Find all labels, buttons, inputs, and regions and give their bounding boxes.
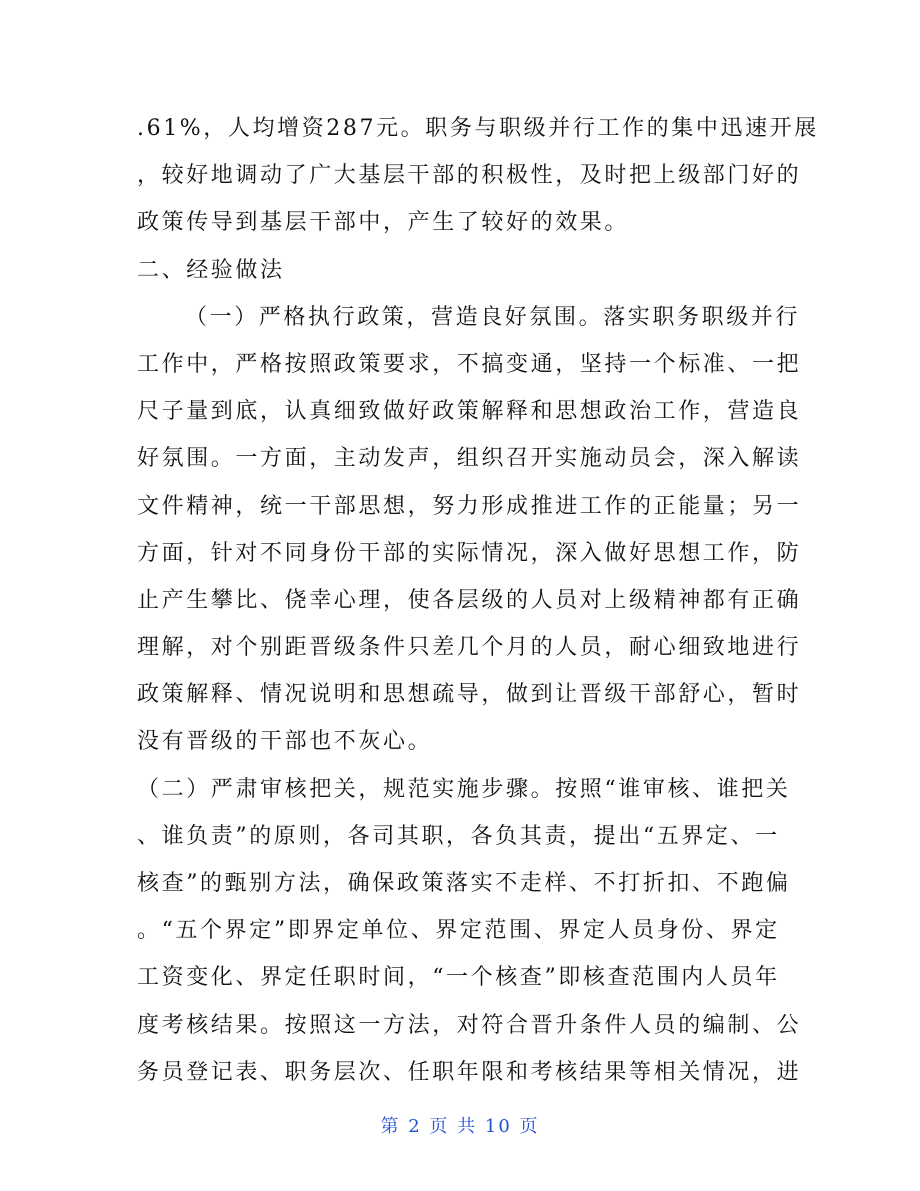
footer-prefix: 第 [380,1116,401,1137]
paragraph-first-line: （一）严格执行政策，营造良好氛围。落实职务职级并行 [185,304,801,330]
current-page-number: 2 [408,1116,422,1137]
footer-total-suffix: 页 [519,1116,540,1137]
text-line: 理解，对个别距晋级条件只差几个月的人员，耐心细致地进行 [137,635,802,661]
text-line: 工作中，严格按照政策要求，不搞变通，坚持一个标准、一把 [137,351,802,377]
total-page-count: 10 [484,1116,512,1137]
text-line: 政策传导到基层干部中，产生了较好的效果。 [137,210,630,236]
text-line: 。“五个界定”即界定单位、界定范围、界定人员身份、界定 [137,918,780,944]
document-body [137,105,819,1096]
footer-page-label: 页 [429,1116,450,1137]
text-line: 文件精神，统一干部思想，努力形成推进工作的正能量；另一 [137,493,802,519]
text-line: 核查”的甄别方法，确保政策落实不走样、不打折扣、不跑偏 [137,871,791,896]
text-line: 好氛围。一方面，主动发声，组织召开实施动员会，深入解读 [137,446,802,472]
section-heading: 二、经验做法 [137,257,285,283]
text-line: 务员登记表、职务层次、任职年限和考核结果等相关情况，进 [137,1059,802,1085]
text-line: 度考核结果。按照这一方法，对符合晋升条件人员的编制、公 [137,1012,802,1038]
page-footer [0,1112,920,1138]
text-line: 方面，针对不同身份干部的实际情况，深入做好思想工作，防 [137,540,802,566]
text-line: .61%，人均增资287元。职务与职级并行工作的集中迅速开展 [137,116,819,141]
footer-total-prefix: 共 [457,1116,478,1137]
text-line: 没有晋级的干部也不灰心。 [137,729,433,755]
text-line: 尺子量到底，认真细致做好政策解释和思想政治工作，营造良 [137,399,802,425]
text-line: 政策解释、情况说明和思想疏导，做到让晋级干部舒心，暂时 [137,682,802,708]
text-line: 工资变化、界定任职时间，“一个核查”即核查范围内人员年 [137,965,780,991]
paragraph-first-line: （二）严肃审核把关，规范实施步骤。按照“谁审核、谁把关 [137,776,791,802]
text-line: 止产生攀比、侥幸心理，使各层级的人员对上级精神都有正确 [137,587,802,613]
text-line: 、谁负责”的原则，各司其职，各负其责，提出“五界定、一 [137,823,780,849]
text-line: ，较好地调动了广大基层干部的积极性，及时把上级部门好的 [137,163,802,189]
